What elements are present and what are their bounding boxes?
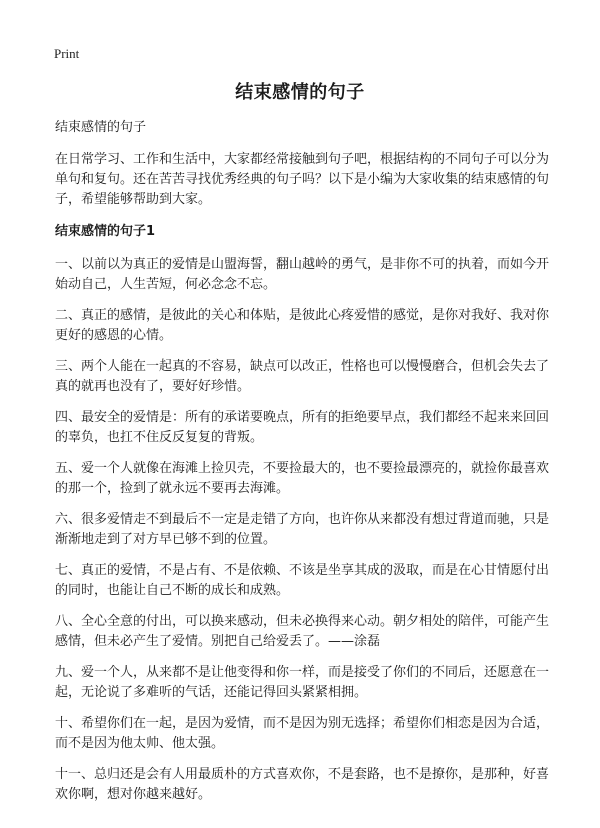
list-item: 八、全心全意的付出，可以换来感动，但未必换得来心动。朝夕相处的陪伴，可能产生感情，但未必产生了爱情。别把自己给爱丢了。——涂磊 [55,614,550,649]
article-body [55,118,551,816]
list-item: 六、很多爱情走不到最后不一定是走错了方向，也许你从来都没有想过背道而驰，只是渐渐地走到了对方早已够不到的位置。 [55,512,550,547]
page-title: 结束感情的句子 [235,82,365,103]
list-item: 一、以前以为真正的爱情是山盟海誓，翻山越岭的勇气，是非你不可的执着，而如今开始动自己，人生苦短，何必念念不忘。 [55,257,550,292]
list-item: 二、真正的感情，是彼此的关心和体贴，是彼此心疼爱惜的感觉，是你对我好、我对你更好的感恩的心情。 [55,308,550,343]
article-subtitle: 结束感情的句子 [55,120,147,135]
list-item: 十一、总归还是会有人用最质朴的方式喜欢你，不是套路，也不是撩你，是那种，好喜欢你啊，想对你越来越好。 [55,767,550,802]
print-link[interactable]: Print [54,46,80,61]
intro-paragraph: 在日常学习、工作和生活中，大家都经常接触到句子吧，根据结构的不同句子可以分为单句和复句。还在苦苦寻找优秀经典的句子吗？以下是小编为大家收集的结束感情的句子，希望能够帮助到大家。 [55,152,550,207]
list-item: 十、希望你们在一起，是因为爱情，而不是因为别无选择；希望你们相恋是因为合适，而不是因为他太帅、他太强。 [55,716,550,751]
list-item: 四、最安全的爱情是：所有的承诺要晚点，所有的拒绝要早点，我们都经不起来来回回的辜负，也扛不住反反复复的背叛。 [55,410,550,445]
list-item: 三、两个人能在一起真的不容易，缺点可以改正，性格也可以慢慢磨合，但机会失去了真的就再也没有了，要好好珍惜。 [55,359,550,394]
list-item: 七、真正的爱情，不是占有、不是依赖、不该是坐享其成的汲取，而是在心甘情愿付出的同时，也能让自己不断的成长和成熟。 [55,563,550,598]
list-item: 九、爱一个人，从来都不是让他变得和你一样，而是接受了你们的不同后，还愿意在一起，无论说了多难听的气话，还能记得回头紧紧相拥。 [55,665,550,700]
list-item: 五、爱一个人就像在海滩上捡贝壳，不要捡最大的，也不要捡最漂亮的，就捡你最喜欢的那一个，捡到了就永远不要再去海滩。 [55,461,550,496]
section-heading: 结束感情的句子1 [55,224,156,239]
